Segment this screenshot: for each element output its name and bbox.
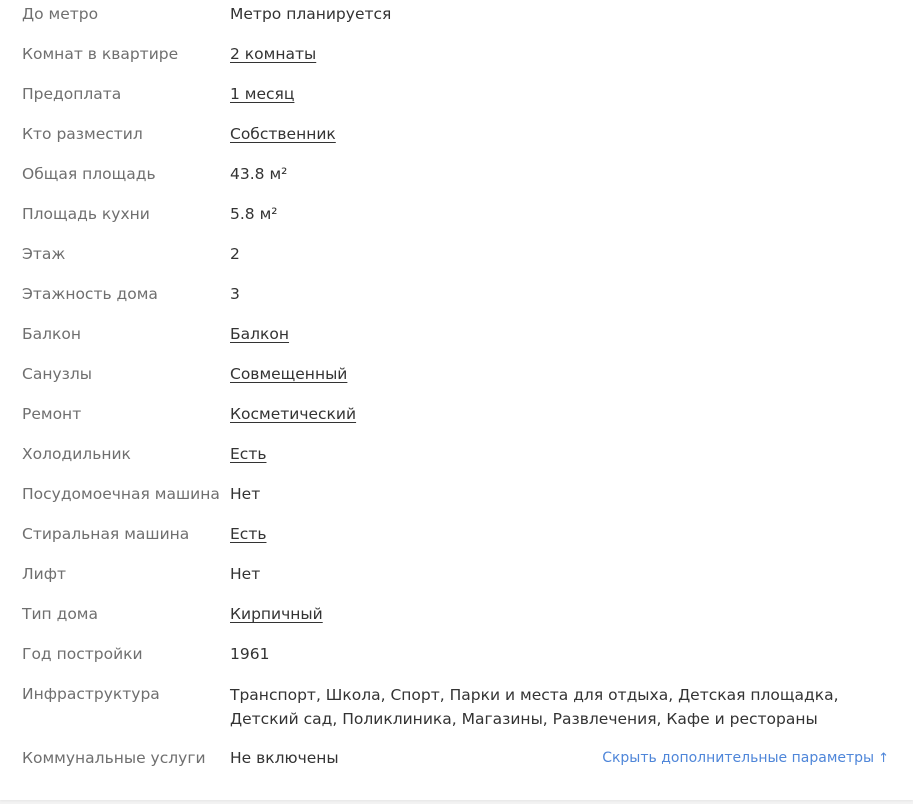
param-row-dishwasher xyxy=(0,480,913,520)
param-row-utilities xyxy=(0,744,913,784)
param-value: 43.8 м² xyxy=(230,165,288,183)
param-value-link[interactable]: 1 месяц xyxy=(230,85,295,103)
param-row-prepayment xyxy=(0,80,913,120)
param-label: Кто разместил xyxy=(22,125,143,143)
param-label: Год постройки xyxy=(22,645,143,663)
param-value-link[interactable]: Кирпичный xyxy=(230,605,323,623)
param-value: 1961 xyxy=(230,645,270,663)
param-label: До метро xyxy=(22,5,99,23)
param-label: Стиральная машина xyxy=(22,525,190,543)
param-value: Не включены xyxy=(230,749,339,767)
param-row-washing-machine xyxy=(0,520,913,560)
param-label: Комнат в квартире xyxy=(22,45,179,63)
param-row-balcony xyxy=(0,320,913,360)
param-row-fridge xyxy=(0,440,913,480)
param-label: Санузлы xyxy=(22,365,93,383)
param-value-link[interactable]: Собственник xyxy=(230,125,336,143)
param-value-link[interactable]: Есть xyxy=(230,525,267,543)
param-row-floor xyxy=(0,240,913,280)
param-row-rooms xyxy=(0,40,913,80)
param-label: Лифт xyxy=(22,565,67,583)
param-label: Коммунальные услуги xyxy=(22,749,206,767)
param-value-link[interactable]: Есть xyxy=(230,445,267,463)
param-row-bathroom xyxy=(0,360,913,400)
param-label: Балкон xyxy=(22,325,82,343)
param-label: Ремонт xyxy=(22,405,82,423)
param-label: Этажность дома xyxy=(22,285,158,303)
param-row-house-type xyxy=(0,600,913,640)
param-label: Инфраструктура xyxy=(22,685,160,703)
param-label: Холодильник xyxy=(22,445,131,463)
param-value: Метро планируется xyxy=(230,5,392,23)
param-label: Площадь кухни xyxy=(22,205,150,223)
param-row-elevator xyxy=(0,560,913,600)
param-value-link[interactable]: 2 комнаты xyxy=(230,45,317,63)
param-value: Нет xyxy=(230,485,261,503)
param-value-link[interactable]: Совмещенный xyxy=(230,365,348,383)
param-value: Транспорт, Школа, Спорт, Парки и места для отдыха, Детская площадка, Детский сад, Поликлиника, Магазины, Развлечения, Кафе и рестораны xyxy=(230,686,839,728)
param-row-total-area xyxy=(0,160,913,200)
param-value: 2 xyxy=(230,245,240,263)
param-row-infrastructure xyxy=(0,680,913,744)
param-value: 3 xyxy=(230,285,240,303)
param-label: Посудомоечная машина xyxy=(22,485,220,503)
param-row-renovation xyxy=(0,400,913,440)
hide-params-link[interactable] xyxy=(602,750,889,766)
param-label: Предоплата xyxy=(22,85,122,103)
param-label: Тип дома xyxy=(22,605,98,623)
param-value: 5.8 м² xyxy=(230,205,278,223)
param-value: Нет xyxy=(230,565,261,583)
param-row-owner xyxy=(0,120,913,160)
param-label: Этаж xyxy=(22,245,66,263)
param-row-build-year xyxy=(0,640,913,680)
param-value-link[interactable]: Балкон xyxy=(230,325,290,343)
param-row-floors-total xyxy=(0,280,913,320)
hide-params-label: Скрыть дополнительные параметры xyxy=(602,750,875,766)
param-row-kitchen-area xyxy=(0,200,913,240)
param-label: Общая площадь xyxy=(22,165,156,183)
param-value-link[interactable]: Косметический xyxy=(230,405,357,423)
param-row-metro xyxy=(0,0,913,40)
arrow-up-icon: ↑ xyxy=(878,751,889,766)
